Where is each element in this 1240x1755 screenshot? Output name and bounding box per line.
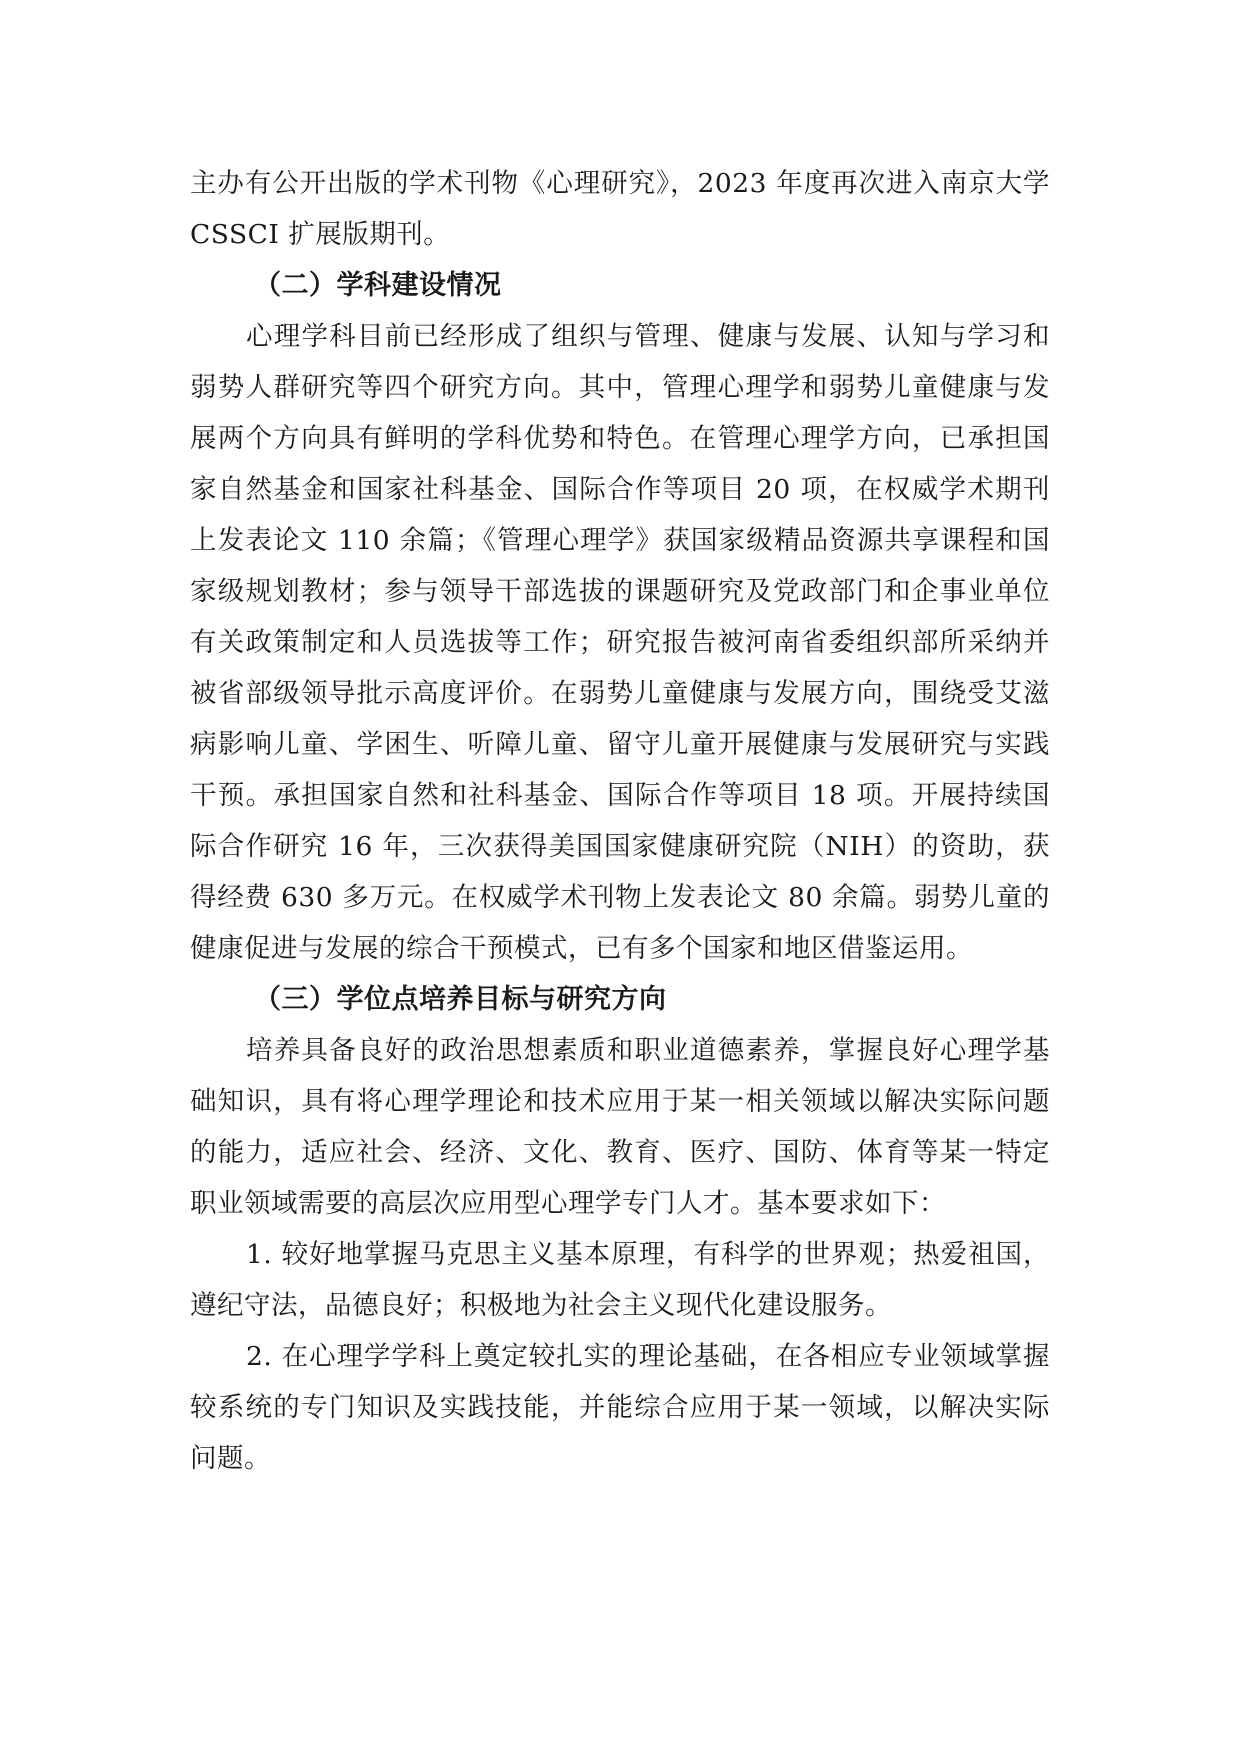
section-heading-discipline-construction: （二）学科建设情况 xyxy=(254,270,502,301)
section-heading-training-goals: （三）学位点培养目标与研究方向 xyxy=(254,984,667,1015)
discipline-construction-paragraph: 心理学科目前已经形成了组织与管理、健康与发展、认知与学习和弱势人群研究等四个研究方向。其中，管理心理学和弱势儿童健康与发展两个方向具有鲜明的学科优势和特色。在管理心理学方向，已承担国家自然基金和国家社科基金、国际合作等项目 20 项，在权威学术期刊上发表论文 110 余篇；《管理心理学》获国家级精品资源共享课程和国家级规划教材；参与领导干部选拔的课题研究及党政部门和企事业单位有关政策制定和人员选拔等工作；研究报告被河南省委组织部所采纳并被省部级领导批示高度评价。在弱势儿童健康与发展方向，围绕受艾滋病影响儿童、学困生、听障儿童、留守儿童开展健康与发展研究与实践干预。承担国家自然和社科基金、国际合作等项目 18 项。开展持续国际合作研究 16 年，三次获得美国国家健康研究院（NIH）的资助，获得经费 630 多万元。在权威学术刊物上发表论文 80 余篇。弱势儿童的健康促进与发展的综合干预模式，已有多个国家和地区借鉴运用。 xyxy=(190,321,1050,964)
requirement-item: 2. 在心理学学科上奠定较扎实的理论基础，在各相应专业领域掌握较系统的专门知识及实践技能，并能综合应用于某一领域，以解决实际问题。 xyxy=(190,1341,1050,1474)
training-goals-paragraph: 培养具备良好的政治思想素质和职业道德素养，掌握良好心理学基础知识，具有将心理学理论和技术应用于某一相关领域以解决实际问题的能力，适应社会、经济、文化、教育、医疗、国防、体育等某一特定职业领域需要的高层次应用型心理学专门人才。基本要求如下： xyxy=(190,1035,1050,1219)
requirement-item: 1. 较好地掌握马克思主义基本原理，有科学的世界观；热爱祖国，遵纪守法，品德良好；积极地为社会主义现代化建设服务。 xyxy=(190,1239,1050,1321)
intro-paragraph: 主办有公开出版的学术刊物《心理研究》，2023 年度再次进入南京大学 CSSCI 扩展版期刊。 xyxy=(190,168,1050,250)
document-page xyxy=(190,158,1050,1484)
